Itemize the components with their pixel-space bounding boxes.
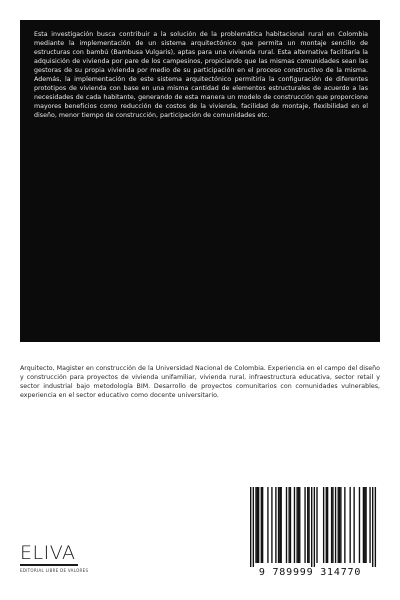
barcode-bar	[375, 487, 376, 567]
barcode-bar	[323, 487, 324, 563]
barcode-bar	[267, 487, 268, 563]
barcode-bar	[250, 487, 251, 567]
barcode-bar	[335, 487, 336, 563]
publisher-logo-underline	[20, 564, 78, 566]
barcode-bar	[331, 487, 332, 563]
barcode-bar	[353, 487, 354, 563]
abstract-panel	[20, 20, 380, 342]
barcode-bar	[344, 487, 345, 563]
barcode-bar	[363, 487, 364, 563]
barcode-bar	[257, 487, 258, 563]
author-bio: Arquitecto, Magister en construcción de la Universidad Nacional de Colombia. Experiencia en el campo del diseño y construcción para proyectos de vivienda unifamiliar, vivienda rural, infraestructura educativa, sector retail y sector industrial bajo metodología BIM. Desarrollo de proyectos comunitarios con comunidades vulnerables, experiencia en el sector educativo como docente universitario.	[20, 365, 380, 399]
barcode-bar	[359, 487, 360, 563]
barcode-bar	[255, 487, 256, 563]
barcode-bar	[311, 487, 312, 567]
barcode-bar	[307, 487, 308, 563]
publisher-logo	[20, 542, 89, 582]
barcode-bar	[258, 487, 259, 563]
barcode-bar	[299, 487, 300, 563]
publisher-logo-text: ELIVA	[20, 542, 76, 564]
barcode-bar	[372, 487, 373, 567]
barcode-bar	[261, 487, 262, 563]
barcode-bar	[253, 487, 254, 567]
barcode-bar	[314, 487, 315, 567]
barcode-bar	[288, 487, 289, 563]
isbn-digits: 9 789999 314770	[258, 567, 362, 578]
barcode-bar	[262, 487, 263, 563]
barcode-bar	[304, 487, 305, 563]
barcode-bar	[290, 487, 291, 563]
barcode-bar	[365, 487, 366, 563]
isbn-barcode	[240, 485, 380, 585]
barcode-bar	[281, 487, 282, 563]
barcode-bar	[340, 487, 341, 563]
barcode-bar	[326, 487, 327, 563]
abstract-text: Esta investigación busca contribuir a la solución de la problemática habitacional rural en Colombia mediante la implementación de un sistema arquitectónico que permita un montaje sencillo de estructuras con bambú (Bambusa Vulgaris), aptas para una vivienda rural. Esta alternativa facilitaría la adquisición de vivienda por pare de los campesinos, propiciando que las mismas comunidades sean las gestoras de su propia vivienda por medio de su participación en el proceso constructivo de la misma. Además, la implementación de este sistema arquitectónico permitiría la configuración de diferentes prototipos de vivienda con base en una misma cantidad de elementos estructurales de acuerdo a las necesidades de cada habitante, generando de esta manera un modelo de construcción que proporcione mayores beneficios como reducción de costos de la vivienda, facilidad de montaje, flexibilidad en el diseño, menor tiempo de construcción, participación de comunidades etc.	[34, 31, 368, 119]
barcode-bar	[275, 487, 276, 563]
barcode-bar	[296, 487, 297, 563]
barcode-bar	[308, 487, 309, 563]
barcode-bar	[339, 487, 340, 563]
barcode-bar	[316, 487, 317, 563]
barcode-bar	[338, 487, 339, 563]
barcode-bar	[327, 487, 328, 563]
barcode-bar	[349, 487, 350, 563]
barcode-bar	[271, 487, 272, 563]
barcode-bar	[294, 487, 295, 563]
barcode-bar	[332, 487, 333, 563]
barcode-bar	[369, 487, 370, 563]
barcode-bars	[240, 485, 380, 567]
barcode-bar	[278, 487, 279, 563]
barcode-bar	[279, 487, 280, 563]
publisher-logo-subtitle: EDITORIAL LIBRE DE VALORES	[20, 568, 89, 573]
barcode-bar	[364, 487, 365, 563]
barcode-bar	[286, 487, 287, 563]
barcode-bar	[298, 487, 299, 563]
